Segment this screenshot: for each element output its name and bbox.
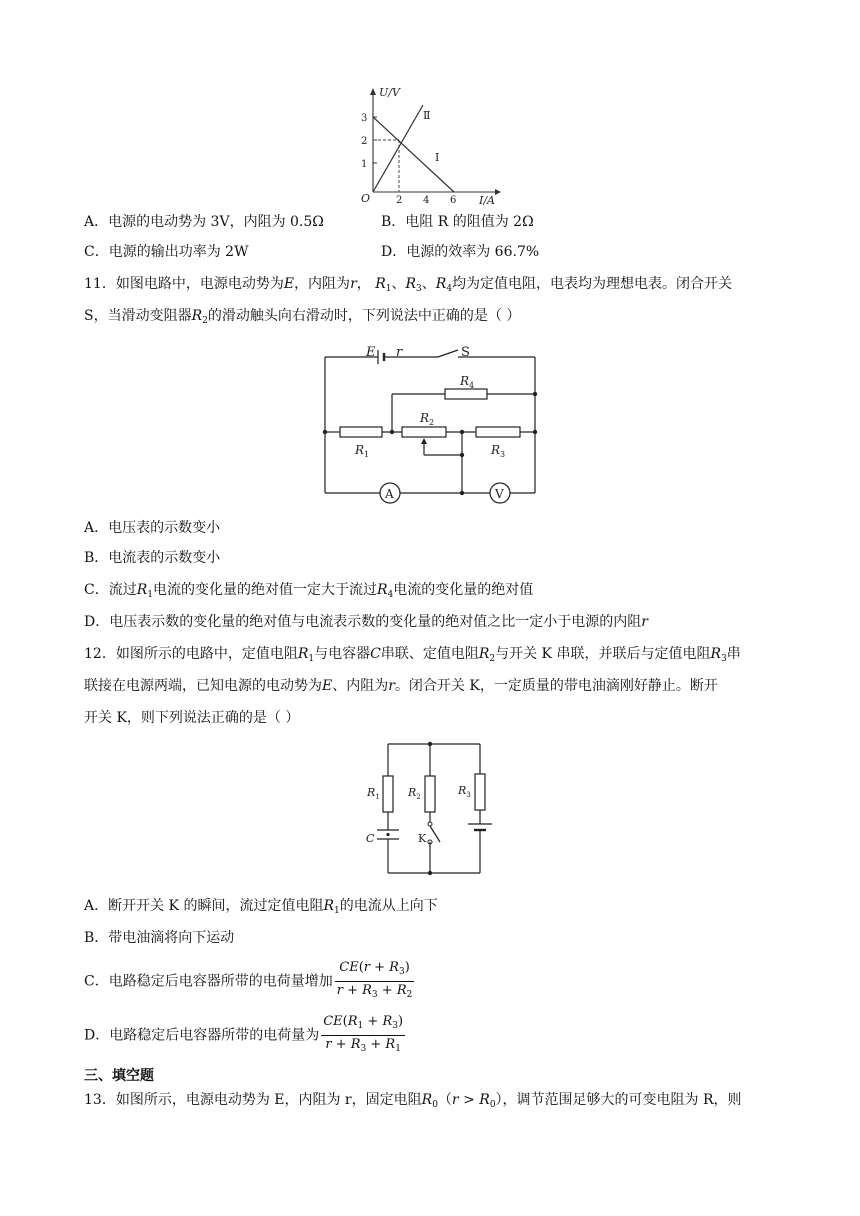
svg-text:R1: $R_1$	[355, 443, 370, 459]
svg-text:C: C	[366, 832, 375, 845]
line-II	[373, 105, 423, 192]
q12-stem-line1: 12．如图所示的电路中，定值电阻$R_1$与电容器C串联、定值电阻$R_2$与开关 K 串联，并联后与定值电阻$R_3$串	[84, 646, 741, 664]
q10-option-c: C．电源的输出功率为 2W	[84, 244, 249, 260]
q10-option-b: B．电阻 R 的阻值为 2Ω	[381, 214, 534, 230]
q11-stem-line2: S，当滑动变阻器$R_2$的滑动触头向右滑动时，下列说法中正确的是（ ）	[84, 308, 521, 326]
q12-option-d-fraction: $\frac{CE(R_1 + R_3)}{r + R_3 + R_1}$	[323, 1014, 404, 1054]
q11-option-c: C．流过$R_1$电流的变化量的绝对值一定大于流过$R_4$电流的变化量的绝对值	[84, 582, 534, 600]
q12-option-a: A．断开开关 K 的瞬间，流过定值电阻$R_1$的电流从上向下	[84, 898, 438, 916]
y-tick-3: 3	[361, 113, 368, 124]
q12-option-c-fraction: $\frac{CE(r + R_3)}{r + R_3 + R_2}$	[336, 960, 413, 1000]
svg-text:R2: $R_2$	[408, 786, 421, 801]
y-tick-2: 2	[361, 136, 368, 147]
q11-stem-line1: 11．如图电路中，电源电动势为E，内阻为r， $R_1$、$R_3$、$R_4$均为定值电阻，电表均为理想电表。闭合开关	[84, 276, 733, 294]
x-axis-label: I/A	[479, 194, 495, 207]
q12-stem-line3: 开关 K，则下列说法正确的是（ ）	[84, 710, 300, 726]
line-I	[373, 117, 454, 192]
svg-text:R4: $R_4$	[460, 374, 475, 390]
svg-text:r: r	[396, 345, 403, 360]
q13-stem-line1: 13．如图所示，电源电动势为 E，内阻为 r，固定电阻$R_0(r > R_0)$，调节范围足够大的可变电阻为 R，则	[84, 1092, 742, 1110]
svg-text:R3: $R_3$	[458, 784, 471, 799]
origin-label: O	[361, 192, 371, 205]
line-II-label: Ⅱ	[423, 109, 431, 122]
q12-circuit-diagram	[360, 738, 510, 878]
svg-text:K: K	[418, 832, 427, 845]
u-i-graph	[355, 85, 505, 205]
line-I-label: Ⅰ	[435, 151, 440, 164]
x-tick-4: 4	[423, 195, 430, 206]
y-tick-1: 1	[361, 159, 368, 170]
section-heading: 三、填空题	[84, 1068, 154, 1084]
q11-option-a: A．电压表的示数变小	[84, 520, 221, 536]
svg-text:S: S	[461, 345, 470, 360]
svg-text:E: E	[366, 345, 376, 360]
q11-circuit-diagram	[310, 338, 550, 501]
q12-option-c: C．电路稳定后电容器所带的电荷量增加 $\frac{CE(r + R_3)}{r + R_3 + R_2}$	[84, 960, 414, 1002]
svg-text:A: A	[385, 487, 394, 501]
svg-text:R2: $R_2$	[420, 411, 435, 427]
svg-text:R3: $R_3$	[491, 443, 506, 459]
q11-option-d: D．电压表示数的变化量的绝对值与电流表示数的变化量的绝对值之比一定小于电源的内阻r	[84, 614, 648, 630]
q10-option-a: A．电源的电动势为 3V，内阻为 0.5Ω	[84, 214, 324, 230]
svg-text:V: V	[495, 487, 504, 501]
q12-stem-line2: 联接在电源两端，已知电源的电动势为E、内阻为r。闭合开关 K，一定质量的带电油滴刚好静止。断开	[84, 678, 718, 694]
x-tick-2: 2	[396, 195, 403, 206]
q11-option-b: B．电流表的示数变小	[84, 550, 221, 566]
q10-option-d: D．电源的效率为 66.7%	[381, 244, 540, 260]
x-tick-6: 6	[450, 195, 457, 206]
q12-option-d: D．电路稳定后电容器所带的电荷量为 $\frac{CE(R_1 + R_3)}{r + R_3 + R_1}$	[84, 1014, 405, 1056]
svg-text:R1: $R_1$	[367, 786, 380, 801]
y-axis-label: U/V	[379, 86, 400, 99]
q12-option-b: B．带电油滴将向下运动	[84, 930, 235, 946]
